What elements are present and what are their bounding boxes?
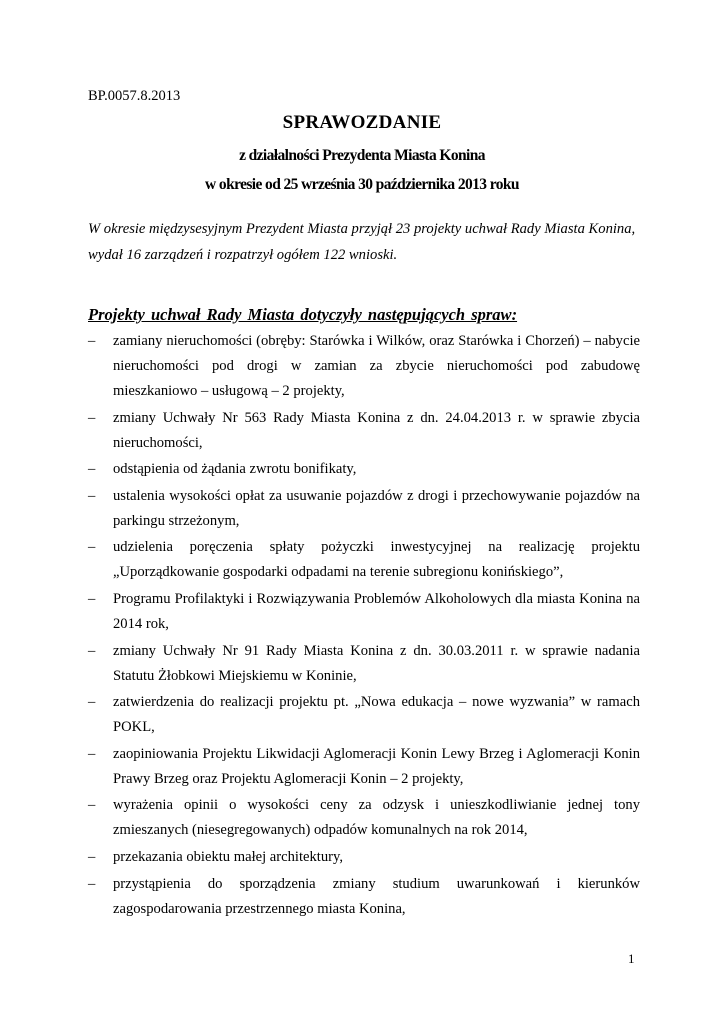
dash-bullet: –: [88, 642, 96, 659]
list-item-text: zmiany Uchwały Nr 563 Rady Miasta Konina z dn. 24.04.2013 r. w sprawie zbycia nieruchomości,: [113, 409, 640, 451]
dash-bullet: –: [88, 487, 96, 504]
list-item-text: ustalenia wysokości opłat za usuwanie pojazdów z drogi i przechowywanie pojazdów na parkingu strzeżonym,: [113, 487, 640, 529]
list-item: [88, 845, 640, 870]
list-item-text: przekazania obiektu małej architektury,: [113, 848, 344, 865]
document-subtitle-line1: z działalności Prezydenta Miasta Konina: [239, 147, 485, 164]
intro-paragraph: W okresie międzysesyjnym Prezydent Miasta przyjął 23 projekty uchwał Rady Miasta Konina, wydał 16 zarządzeń i rozpatrzył ogółem 122 wnioski.: [88, 221, 636, 263]
list-item: [88, 484, 640, 534]
list-item-text: udzielenia poręczenia spłaty pożyczki inwestycyjnej na realizację projektu „Uporządkowanie gospodarki odpadami na terenie subregionu konińskiego”,: [113, 539, 640, 581]
page-number: 1: [628, 951, 635, 966]
dash-bullet: –: [88, 745, 96, 762]
dash-bullet: –: [88, 539, 96, 556]
list-item: [88, 690, 640, 740]
document-subtitle-line2: w okresie od 25 września 30 października 2013 roku: [205, 176, 519, 193]
dash-bullet: –: [88, 694, 96, 711]
list-item-text: Programu Profilaktyki i Rozwiązywania Problemów Alkoholowych dla miasta Konina na 2014 rok,: [113, 590, 640, 632]
list-item: [88, 639, 640, 689]
list-item-text: zaopiniowania Projektu Likwidacji Aglomeracji Konin Lewy Brzeg i Aglomeracji Konin Prawy Brzeg oraz Projektu Aglomeracji Konin – 2 projekty,: [113, 745, 640, 787]
list-item: [88, 793, 640, 843]
section-heading: Projekty uchwał Rady Miasta dotyczyły następujących spraw:: [88, 305, 518, 324]
dash-bullet: –: [88, 875, 96, 892]
list-item-text: odstąpienia od żądania zwrotu bonifikaty,: [113, 461, 357, 478]
dash-bullet: –: [88, 409, 96, 426]
list-item: [88, 872, 640, 922]
list-item-text: wyrażenia opinii o wysokości ceny za odzysk i unieszkodliwianie jednej tony zmieszanych (niesegregowanych) odpadów komunalnych na rok 2014,: [113, 797, 640, 839]
list-item: [88, 535, 640, 585]
dash-bullet: –: [88, 590, 96, 607]
list-item-text: zatwierdzenia do realizacji projektu pt. „Nowa edukacja – nowe wyzwania” w ramach POKL,: [113, 694, 640, 736]
dash-bullet: –: [88, 333, 96, 349]
list-item-text: zamiany nieruchomości (obręby: Starówka i Wilków, oraz Starówka i Chorzeń) – nabycie nieruchomości pod drogi w zamian za zbycie nieruchomości pod zabudowę mieszkaniowo – usługową – 2 projekty,: [113, 333, 640, 399]
resolution-list: [88, 329, 640, 923]
document-reference: BP.0057.8.2013: [88, 88, 181, 104]
list-item: [88, 742, 640, 792]
dash-bullet: –: [88, 848, 96, 865]
list-item-text: zmiany Uchwały Nr 91 Rady Miasta Konina z dn. 30.03.2011 r. w sprawie nadania Statutu Żłobkowi Miejskiemu w Koninie,: [113, 642, 640, 684]
list-item: [88, 587, 640, 637]
list-item-text: przystąpienia do sporządzenia zmiany studium uwarunkowań i kierunków zagospodarowania przestrzennego miasta Konina,: [113, 875, 640, 917]
dash-bullet: –: [88, 461, 96, 478]
list-item: [88, 406, 640, 456]
list-item: [88, 329, 640, 404]
document-title: SPRAWOZDANIE: [282, 112, 442, 133]
dash-bullet: –: [88, 797, 96, 814]
list-item: [88, 457, 640, 482]
